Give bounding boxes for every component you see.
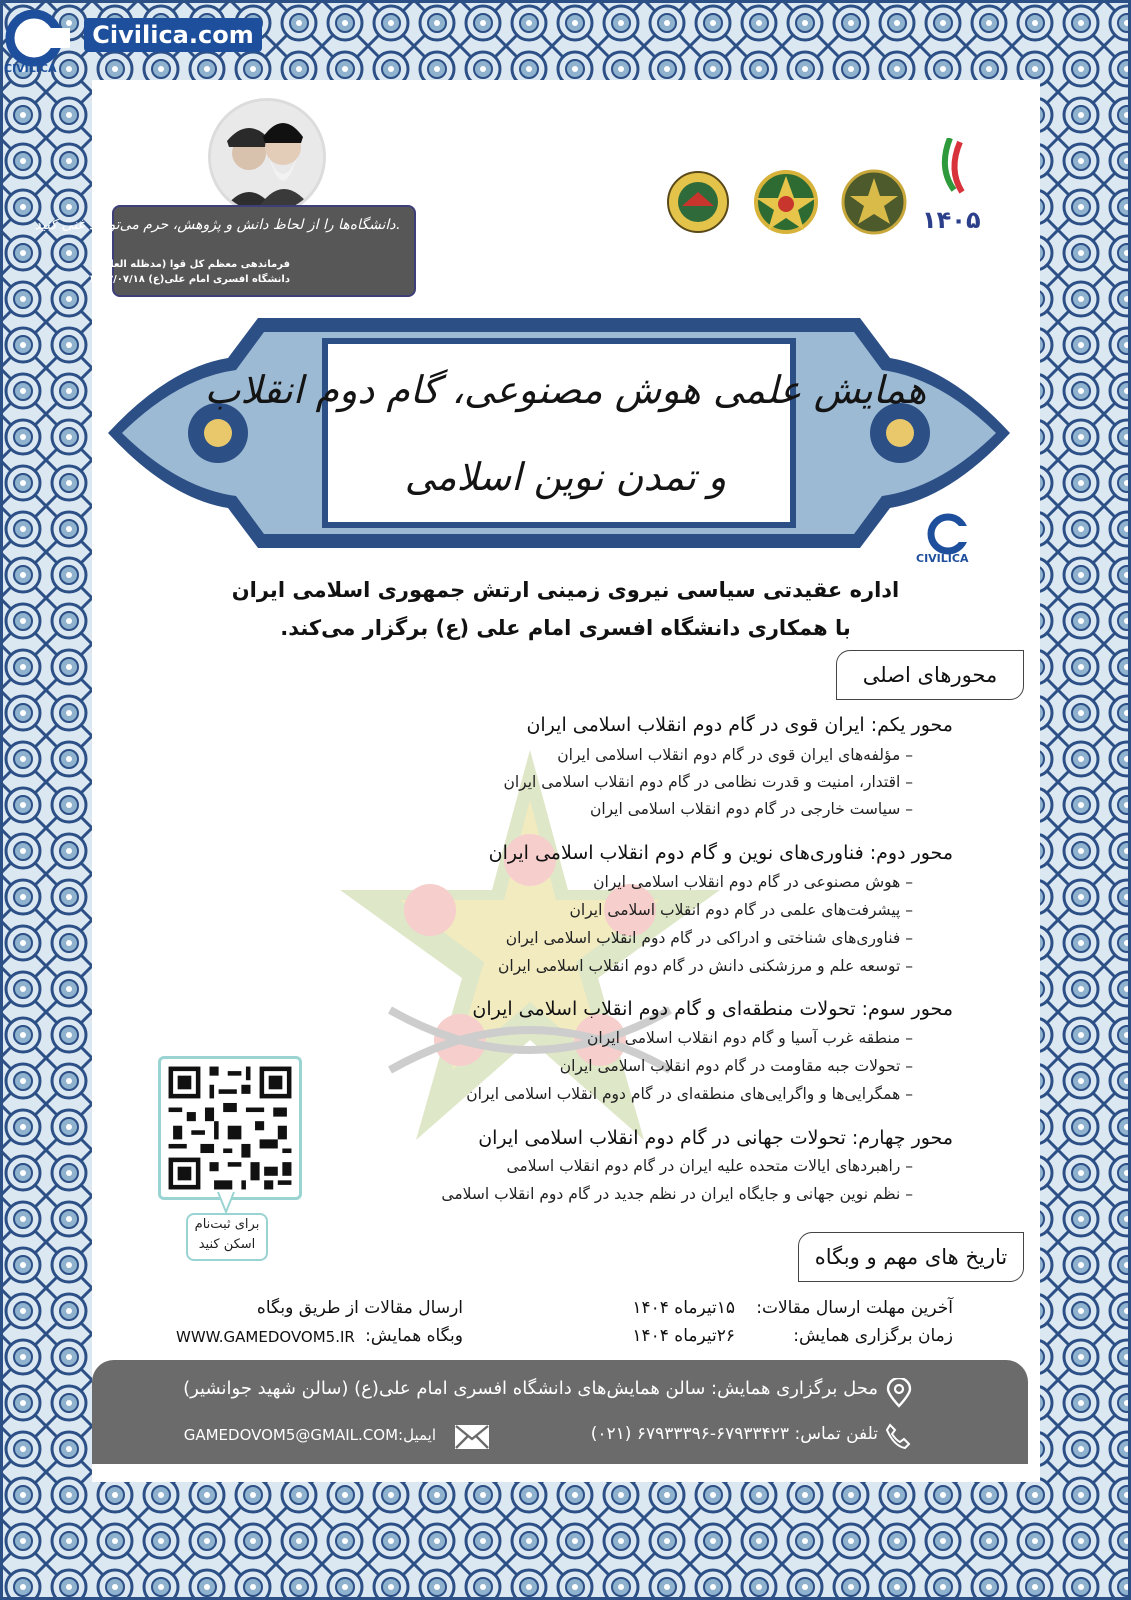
axis-3-title: محور سوم: تحولات منطقه‌ای و گام دوم انقلاب اسلامی ایران xyxy=(472,998,953,1020)
dates-header: تاریخ های مهم و وبگاه xyxy=(798,1232,1024,1282)
axis-3-item: – منطقه غرب آسیا و گام دوم انقلاب اسلامی ایران xyxy=(587,1029,913,1047)
revolution-anniversary-logo-icon xyxy=(920,138,982,236)
leader-quote-place: دانشگاه افسری امام علی(ع) ۱۴۰۲/۰۷/۱۸ xyxy=(88,274,290,285)
event-date-label: زمان برگزاری همایش: xyxy=(793,1326,953,1346)
conference-title-line2: و تمدن نوین اسلامی xyxy=(404,455,727,499)
leader-quote-box xyxy=(34,205,416,297)
location-pin-icon xyxy=(886,1378,912,1408)
axis-2-item: – پیشرفت‌های علمی در گام دوم انقلاب اسلامی ایران xyxy=(569,901,913,919)
qr-instruction-line1: برای ثبت‌نام xyxy=(194,1217,260,1232)
leader-quote-author: فرماندهی معظم کل قوا (مدظله العالی) xyxy=(91,259,290,270)
axis-2-item: – هوش مصنوعی در گام دوم انقلاب اسلامی ایران xyxy=(593,873,913,891)
email-label: ایمیل: xyxy=(398,1426,436,1444)
leaders-portrait-icon xyxy=(211,101,323,213)
deadline-value: ۱۵تیرماه ۱۴۰۴ xyxy=(632,1298,735,1318)
organizer-line2: با همکاری دانشگاه افسری امام علی (ع) برگزار می‌کند. xyxy=(280,616,851,640)
axis-1-item: – سیاست خارجی در گام دوم انقلاب اسلامی ایران xyxy=(589,800,913,818)
axis-3-item: – تحولات جبه مقاومت در گام دوم انقلاب اسلامی ایران xyxy=(559,1057,913,1075)
conference-title-line1: همایش علمی هوش مصنوعی، گام دوم انقلاب xyxy=(204,368,927,412)
website-link[interactable]: WWW.GAMEDOVOM5.IR xyxy=(176,1328,355,1346)
civilica-badge[interactable]: Civilica.com xyxy=(84,18,262,52)
axis-4-title: محور چهارم: تحولات جهانی در گام دوم انقلاب اسلامی ایران xyxy=(478,1127,953,1149)
qr-instruction-line2: اسکن کنید xyxy=(198,1237,256,1252)
email-address[interactable]: GAMEDOVOM5@GMAIL.COM xyxy=(183,1426,399,1444)
email-contact[interactable] xyxy=(184,1426,436,1444)
contact-footer xyxy=(92,1360,1028,1464)
phone-icon xyxy=(884,1422,912,1450)
civilica-logo-icon xyxy=(4,10,72,70)
civilica-mid-text: CIVILICA xyxy=(916,552,969,565)
axis-4-item: – نظم نوین جهانی و جایگاه ایران در نظم جدید در گام دوم انقلاب اسلامی xyxy=(441,1185,913,1203)
axis-1-title: محور یکم: ایران قوی در گام دوم انقلاب اسلامی ایران xyxy=(526,714,953,736)
organizer-line1: اداره عقیدتی سیاسی نیروی زمینی ارتش جمهوری اسلامی ایران xyxy=(231,578,900,602)
email-icon xyxy=(454,1424,490,1450)
axis-2-title: محور دوم: فناوری‌های نوین و گام دوم انقلاب اسلامی ایران xyxy=(488,842,953,864)
main-axes-header: محورهای اصلی xyxy=(836,650,1024,700)
army-emblem-2-icon xyxy=(752,168,820,236)
axis-2-item: – توسعه علم و مرزشکنی دانش در گام دوم انقلاب اسلامی ایران xyxy=(498,957,913,975)
submit-note: ارسال مقالات از طریق وبگاه xyxy=(256,1298,463,1318)
svg-text:۱۴۰۵: ۱۴۰۵ xyxy=(922,206,981,234)
army-emblem-3-icon xyxy=(840,168,908,236)
registration-qr-code[interactable] xyxy=(158,1056,302,1200)
title-cartouche xyxy=(108,308,1010,558)
axis-3-item: – همگرایی‌ها و واگرایی‌های منطقه‌ای در گام دوم انقلاب اسلامی ایران xyxy=(466,1085,913,1103)
event-date-value: ۲۶تیرماه ۱۴۰۴ xyxy=(632,1326,735,1346)
leader-quote-text: دانشگاه‌ها را از لحاظ دانش و پژوهش، حرم می‌توانید غنی کنید. xyxy=(34,217,400,233)
axis-1-item: – اقتدار، امنیت و قدرت نظامی در گام دوم انقلاب اسلامی ایران xyxy=(503,773,913,791)
axis-4-item: – راهبردهای ایالات متحده علیه ایران در گام دوم انقلاب اسلامی xyxy=(506,1157,913,1175)
leaders-portrait xyxy=(208,98,326,216)
phone-text[interactable]: تلفن تماس: ۶۷۹۳۳۴۲۳-۶۷۹۳۳۳۹۶ (۰۲۱) xyxy=(590,1424,878,1444)
qr-code-icon xyxy=(164,1062,296,1194)
website-label: وبگاه همایش: xyxy=(365,1326,463,1346)
army-emblem-1-icon xyxy=(664,168,732,236)
axis-2-item: – فناوری‌های شناختی و ادراکی در گام دوم انقلاب اسلامی ایران xyxy=(505,929,913,947)
qr-pointer-icon xyxy=(216,1192,236,1214)
axis-1-item: – مؤلفه‌های ایران قوی در گام دوم انقلاب اسلامی ایران xyxy=(557,746,913,764)
civilica-small-text: CIVILICA xyxy=(4,62,57,75)
deadline-label: آخرین مهلت ارسال مقالات: xyxy=(756,1298,953,1318)
qr-instruction xyxy=(186,1213,268,1261)
venue-text: محل برگزاری همایش: سالن همایش‌های دانشگاه افسری امام علی(ع) (سالن شهید جوانشیر) xyxy=(183,1378,878,1399)
